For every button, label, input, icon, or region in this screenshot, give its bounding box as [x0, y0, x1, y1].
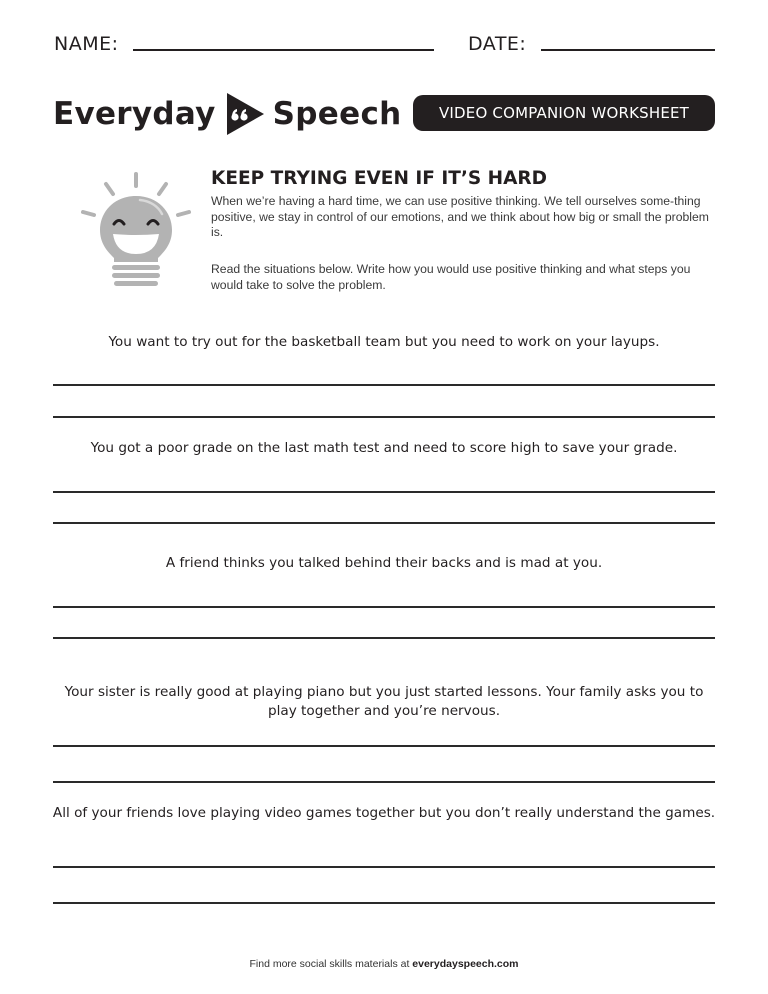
badge-label: VIDEO COMPANION WORKSHEET [438, 104, 690, 122]
name-field[interactable] [133, 49, 434, 51]
video-companion-badge [413, 95, 715, 131]
everyday-speech-logo [53, 89, 401, 139]
answer-line[interactable] [53, 491, 715, 493]
date-label: DATE: [468, 33, 527, 55]
situation-prompt: All of your friends love playing video games together but you don’t really understand the games. [52, 805, 716, 821]
situation-prompt: You got a poor grade on the last math test and need to score high to save your grade. [90, 440, 678, 456]
smiling-lightbulb-icon [78, 170, 198, 290]
answer-line[interactable] [53, 902, 715, 904]
situation-prompt: You want to try out for the basketball team but you need to work on your layups. [108, 334, 660, 350]
answer-line[interactable] [53, 416, 715, 418]
intro-paragraph: When we’re having a hard time, we can use positive thinking. We tell ourselves some-thing positive, we stay in control of our emotions, and we think about how big or small the problem is. [211, 194, 709, 239]
answer-line[interactable] [53, 522, 715, 524]
logo-word-everyday: Everyday [53, 96, 216, 132]
footer [0, 958, 768, 970]
footer-site-link[interactable]: everydayspeech.com [412, 958, 519, 970]
instructions-paragraph: Read the situations below. Write how you would use positive thinking and what steps you would take to solve the problem. [211, 262, 691, 292]
name-label: NAME: [54, 33, 119, 55]
footer-text: Find more social skills materials at [249, 958, 413, 970]
worksheet-title: KEEP TRYING EVEN IF IT’S HARD [211, 168, 548, 189]
answer-line[interactable] [53, 606, 715, 608]
answer-line[interactable] [53, 781, 715, 783]
situation-prompt: Your sister is really good at playing piano but you just started lessons. Your family asks you to play together and you’re nervous. [64, 684, 704, 719]
answer-line[interactable] [53, 384, 715, 386]
answer-line[interactable] [53, 637, 715, 639]
answer-line[interactable] [53, 866, 715, 868]
play-quote-icon [225, 92, 265, 136]
situation-prompt: A friend thinks you talked behind their backs and is mad at you. [165, 555, 603, 571]
logo-word-speech: Speech [272, 96, 402, 132]
date-field[interactable] [541, 49, 715, 51]
answer-line[interactable] [53, 745, 715, 747]
